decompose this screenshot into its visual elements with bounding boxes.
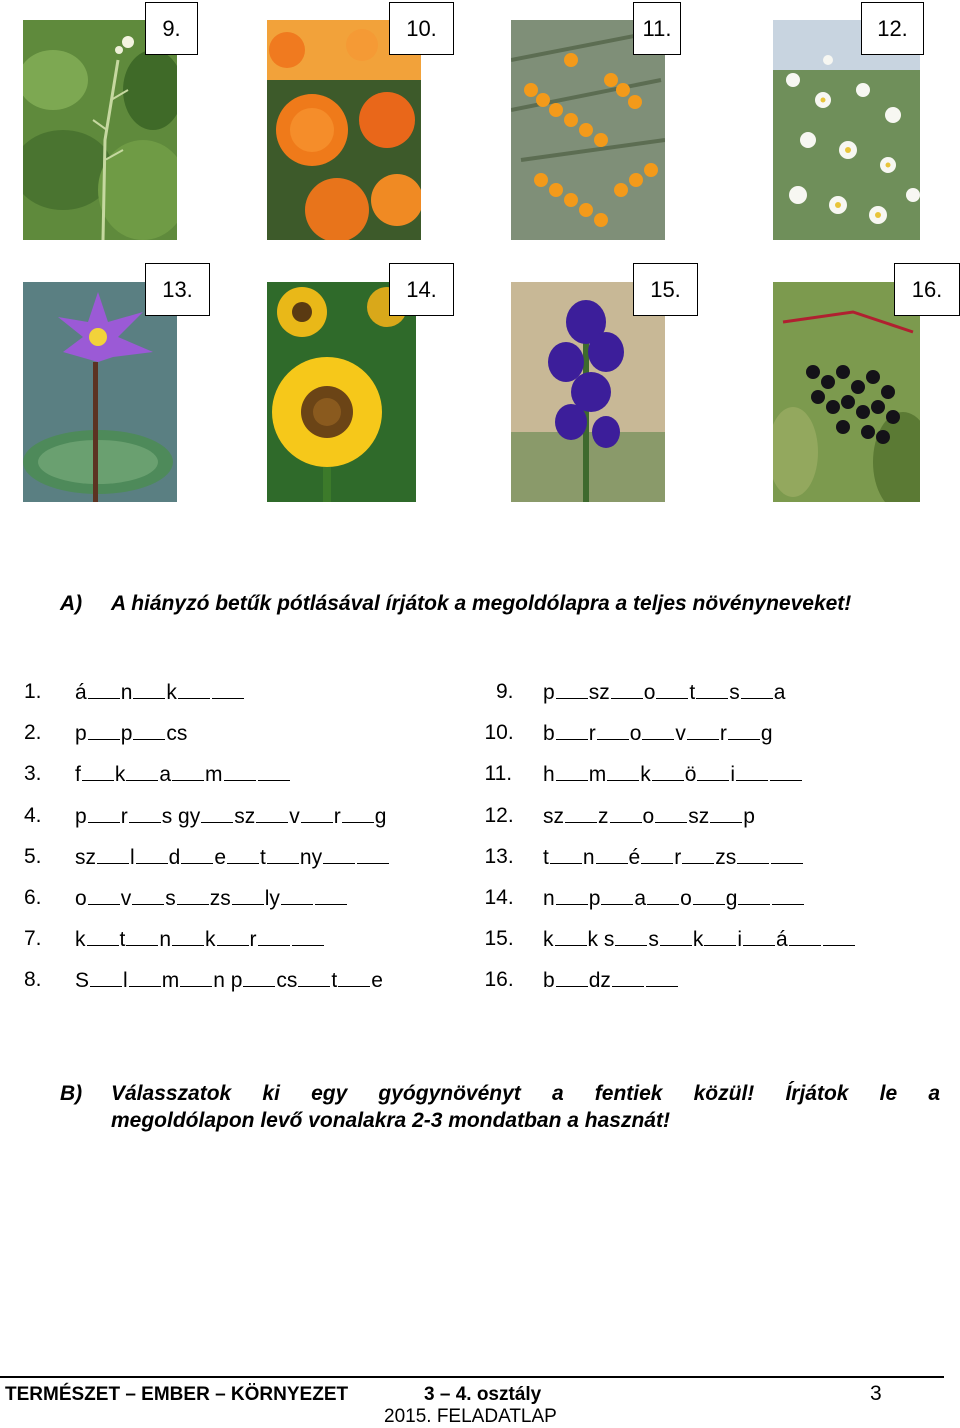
puzzle-letter: t xyxy=(543,846,549,869)
photo-number-14: 14. xyxy=(389,263,454,316)
puzzle-letter: l xyxy=(123,969,128,992)
blank-line xyxy=(338,968,370,987)
blank-line xyxy=(212,680,244,699)
blank-line xyxy=(772,886,804,905)
puzzle-letters xyxy=(75,762,291,787)
puzzle-letter: g xyxy=(760,722,773,745)
puzzle-letter: dz xyxy=(588,969,611,992)
task-b-word: a xyxy=(551,1082,564,1105)
puzzle-number: 1. xyxy=(24,680,42,703)
puzzle-letter: g xyxy=(725,887,738,910)
puzzle-letter: h xyxy=(543,763,555,786)
blank-line xyxy=(641,845,673,864)
task-b-word: Írjátok xyxy=(785,1082,849,1105)
blank-line xyxy=(697,762,729,781)
task-b-instruction-line1 xyxy=(111,1082,940,1108)
blank-line xyxy=(741,680,773,699)
footer-subject: TERMÉSZET – EMBER – KÖRNYEZET xyxy=(5,1384,349,1405)
puzzle-letters xyxy=(75,968,383,993)
blank-line xyxy=(342,804,374,823)
blank-line xyxy=(646,968,678,987)
puzzle-number: 16. xyxy=(484,968,514,991)
puzzle-letter: k xyxy=(543,928,554,951)
puzzle-letters xyxy=(543,845,804,870)
puzzle-letter: o xyxy=(642,805,655,828)
blank-line xyxy=(607,762,639,781)
blank-line xyxy=(136,845,168,864)
puzzle-letter: s xyxy=(165,887,176,910)
blank-line xyxy=(597,721,629,740)
puzzle-letter: r xyxy=(674,846,682,869)
blank-line xyxy=(201,804,233,823)
puzzle-letter: p xyxy=(75,722,87,745)
blank-line xyxy=(178,680,210,699)
task-b-word: ki xyxy=(262,1082,280,1105)
blank-line xyxy=(823,927,855,946)
blank-line xyxy=(743,927,775,946)
puzzle-letters xyxy=(75,886,348,911)
blank-line xyxy=(642,721,674,740)
blank-line xyxy=(770,762,802,781)
puzzle-number: 9. xyxy=(496,680,514,703)
puzzle-letters xyxy=(75,845,390,870)
photo-number-15: 15. xyxy=(633,263,698,316)
puzzle-number: 12. xyxy=(484,804,514,827)
blank-line xyxy=(652,762,684,781)
blank-line xyxy=(82,762,114,781)
blank-line xyxy=(88,680,120,699)
puzzle-letter: ny xyxy=(299,846,323,869)
blank-line xyxy=(256,804,288,823)
blank-line xyxy=(133,721,165,740)
puzzle-letter: r xyxy=(588,722,596,745)
blank-line xyxy=(647,886,679,905)
puzzle-letter: k xyxy=(692,928,704,951)
puzzle-letters xyxy=(543,968,679,993)
puzzle-number: 5. xyxy=(24,845,42,868)
blank-line xyxy=(301,804,333,823)
blank-line xyxy=(292,927,324,946)
photo-number-13: 13. xyxy=(145,263,210,316)
blank-line xyxy=(232,886,264,905)
puzzle-letter: m xyxy=(588,763,607,786)
blank-line xyxy=(610,804,642,823)
puzzle-number: 2. xyxy=(24,721,42,744)
puzzle-letter: i xyxy=(737,928,743,951)
footer-sheet: 2015. FELADATLAP xyxy=(384,1406,557,1427)
task-b-word: egy xyxy=(311,1082,348,1105)
puzzle-number: 7. xyxy=(24,927,42,950)
task-b-word: a xyxy=(928,1082,940,1105)
blank-line xyxy=(177,886,209,905)
blank-line xyxy=(738,886,770,905)
blank-line xyxy=(258,927,290,946)
puzzle-letter: t xyxy=(331,969,338,992)
puzzle-letter: n xyxy=(582,846,595,869)
puzzle-letter: d xyxy=(168,846,181,869)
blank-line xyxy=(555,927,587,946)
puzzle-letter: a xyxy=(773,681,786,704)
puzzle-letters xyxy=(543,721,773,746)
puzzle-letters xyxy=(543,927,856,952)
puzzle-letter: p xyxy=(588,887,601,910)
puzzle-letter: r xyxy=(719,722,727,745)
blank-line xyxy=(217,927,249,946)
puzzle-letter: S xyxy=(75,969,90,992)
blank-line xyxy=(126,927,158,946)
blank-line xyxy=(224,762,256,781)
blank-line xyxy=(687,721,719,740)
puzzle-letter: p xyxy=(743,805,755,828)
puzzle-letter: o xyxy=(629,722,642,745)
puzzle-letter: n xyxy=(159,928,172,951)
puzzle-letter: k xyxy=(75,928,86,951)
puzzle-letter: i xyxy=(730,763,736,786)
blank-line xyxy=(612,968,644,987)
blank-line xyxy=(129,968,161,987)
task-a-label: A) xyxy=(60,592,83,615)
blank-line xyxy=(556,762,588,781)
puzzle-letter: o xyxy=(643,681,656,704)
blank-line xyxy=(771,845,803,864)
puzzle-letter: v xyxy=(120,887,132,910)
blank-line xyxy=(281,886,313,905)
puzzle-letter: zs xyxy=(715,846,737,869)
puzzle-letter: k s xyxy=(587,928,615,951)
puzzle-letter: k xyxy=(114,763,126,786)
blank-line xyxy=(90,968,122,987)
puzzle-letter: cs xyxy=(276,969,298,992)
puzzle-letter: m xyxy=(161,969,180,992)
puzzle-letter: e xyxy=(214,846,227,869)
blank-line xyxy=(789,927,821,946)
puzzle-letter: a xyxy=(159,763,172,786)
puzzle-letter: b xyxy=(543,722,555,745)
task-b-word: közül! xyxy=(693,1082,755,1105)
puzzle-letter: n xyxy=(543,887,555,910)
blank-line xyxy=(601,886,633,905)
puzzle-letters xyxy=(543,680,785,705)
blank-line xyxy=(736,762,768,781)
blank-line xyxy=(258,762,290,781)
photo-number-16: 16. xyxy=(894,263,960,316)
blank-line xyxy=(88,804,120,823)
blank-line xyxy=(693,886,725,905)
blank-line xyxy=(704,927,736,946)
blank-line xyxy=(357,845,389,864)
blank-line xyxy=(710,804,742,823)
puzzle-letter: n p xyxy=(213,969,243,992)
blank-line xyxy=(660,927,692,946)
blank-line xyxy=(550,845,582,864)
puzzle-number: 15. xyxy=(484,927,514,950)
puzzle-letter: b xyxy=(543,969,555,992)
blank-line xyxy=(556,721,588,740)
blank-line xyxy=(267,845,299,864)
puzzle-letter: ly xyxy=(264,887,280,910)
puzzle-letter: s gy xyxy=(161,805,201,828)
puzzle-number: 13. xyxy=(484,845,514,868)
blank-line xyxy=(728,721,760,740)
photo-number-9: 9. xyxy=(145,2,198,55)
puzzle-number: 14. xyxy=(484,886,514,909)
blank-line xyxy=(611,680,643,699)
task-b-word: le xyxy=(879,1082,898,1105)
puzzle-letter: zs xyxy=(209,887,231,910)
puzzle-letter: p xyxy=(120,722,133,745)
puzzle-number: 8. xyxy=(24,968,42,991)
puzzle-letter: k xyxy=(205,928,216,951)
puzzle-number: 6. xyxy=(24,886,42,909)
blank-line xyxy=(88,886,120,905)
blank-line xyxy=(129,804,161,823)
blank-line xyxy=(565,804,597,823)
puzzle-letter: e xyxy=(371,969,383,992)
puzzle-letter: n xyxy=(120,681,133,704)
puzzle-letter: f xyxy=(75,763,81,786)
blank-line xyxy=(556,968,588,987)
blank-line xyxy=(180,968,212,987)
task-b-word: fentiek xyxy=(594,1082,663,1105)
puzzle-letter: sz xyxy=(543,805,564,828)
puzzle-letter: s xyxy=(648,928,659,951)
puzzle-letter: k xyxy=(166,681,177,704)
blank-line xyxy=(181,845,213,864)
blank-line xyxy=(655,804,687,823)
blank-line xyxy=(596,845,628,864)
footer-page-number: 3 xyxy=(870,1382,882,1405)
puzzle-letter: p xyxy=(75,805,87,828)
blank-line xyxy=(656,680,688,699)
puzzle-letter: sz xyxy=(588,681,610,704)
blank-line xyxy=(298,968,330,987)
blank-line xyxy=(315,886,347,905)
puzzle-letter: r xyxy=(333,805,341,828)
footer-rule xyxy=(0,1376,944,1378)
puzzle-letter: s xyxy=(729,681,740,704)
blank-line xyxy=(556,886,588,905)
blank-line xyxy=(133,680,165,699)
puzzle-letters xyxy=(543,886,805,911)
puzzle-letter: o xyxy=(680,887,692,910)
task-b-label: B) xyxy=(60,1082,83,1105)
puzzle-letter: t xyxy=(689,681,696,704)
blank-line xyxy=(172,927,204,946)
blank-line xyxy=(172,762,204,781)
photo-number-10: 10. xyxy=(389,2,454,55)
blank-line xyxy=(132,886,164,905)
puzzle-letter: z xyxy=(598,805,609,828)
blank-line xyxy=(682,845,714,864)
task-b-instruction-line2: megoldólapon levő vonalakra 2-3 mondatban a hasznát! xyxy=(111,1109,670,1132)
puzzle-letter: a xyxy=(634,887,647,910)
task-b-word: gyógynövényt xyxy=(378,1082,521,1105)
blank-line xyxy=(737,845,769,864)
puzzle-letter: l xyxy=(130,846,135,869)
puzzle-letter: sz xyxy=(75,846,96,869)
puzzle-letters xyxy=(543,762,803,787)
puzzle-letter: cs xyxy=(166,722,188,745)
puzzle-letter: á xyxy=(776,928,788,951)
photo-number-12: 12. xyxy=(861,2,924,55)
blank-line xyxy=(696,680,728,699)
blank-line xyxy=(87,927,119,946)
puzzle-letter: r xyxy=(249,928,257,951)
puzzle-letter: v xyxy=(675,722,686,745)
puzzle-letters xyxy=(543,804,755,829)
puzzle-letter: o xyxy=(75,887,87,910)
puzzle-letters xyxy=(75,680,245,705)
footer-grade: 3 – 4. osztály xyxy=(424,1384,542,1405)
puzzle-letter: g xyxy=(374,805,387,828)
puzzle-number: 10. xyxy=(484,721,514,744)
puzzle-letter: v xyxy=(289,805,300,828)
puzzle-number: 11. xyxy=(484,762,513,785)
puzzle-letter: m xyxy=(205,763,223,786)
puzzle-letters xyxy=(75,804,386,829)
photo-number-11: 11. xyxy=(633,2,681,55)
puzzle-letters xyxy=(75,721,187,746)
blank-line xyxy=(556,680,588,699)
puzzle-letter: á xyxy=(75,681,87,704)
blank-line xyxy=(97,845,129,864)
puzzle-letter: r xyxy=(120,805,128,828)
blank-line xyxy=(88,721,120,740)
blank-line xyxy=(126,762,158,781)
puzzle-letter: t xyxy=(260,846,266,869)
blank-line xyxy=(323,845,355,864)
task-b-word: Válasszatok xyxy=(111,1082,232,1105)
puzzle-letter: t xyxy=(119,928,126,951)
puzzle-number: 4. xyxy=(24,804,42,827)
puzzle-letter: p xyxy=(543,681,555,704)
puzzle-letter: é xyxy=(628,846,641,869)
puzzle-letter: ö xyxy=(684,763,697,786)
blank-line xyxy=(243,968,275,987)
puzzle-number: 3. xyxy=(24,762,42,785)
puzzle-letter: sz xyxy=(688,805,710,828)
puzzle-letter: sz xyxy=(234,805,256,828)
blank-line xyxy=(615,927,647,946)
task-a-instruction: A hiányzó betűk pótlásával írjátok a megoldólapra a teljes növényneveket! xyxy=(111,592,852,615)
puzzle-letters xyxy=(75,927,325,952)
blank-line xyxy=(227,845,259,864)
puzzle-letter: k xyxy=(640,763,651,786)
